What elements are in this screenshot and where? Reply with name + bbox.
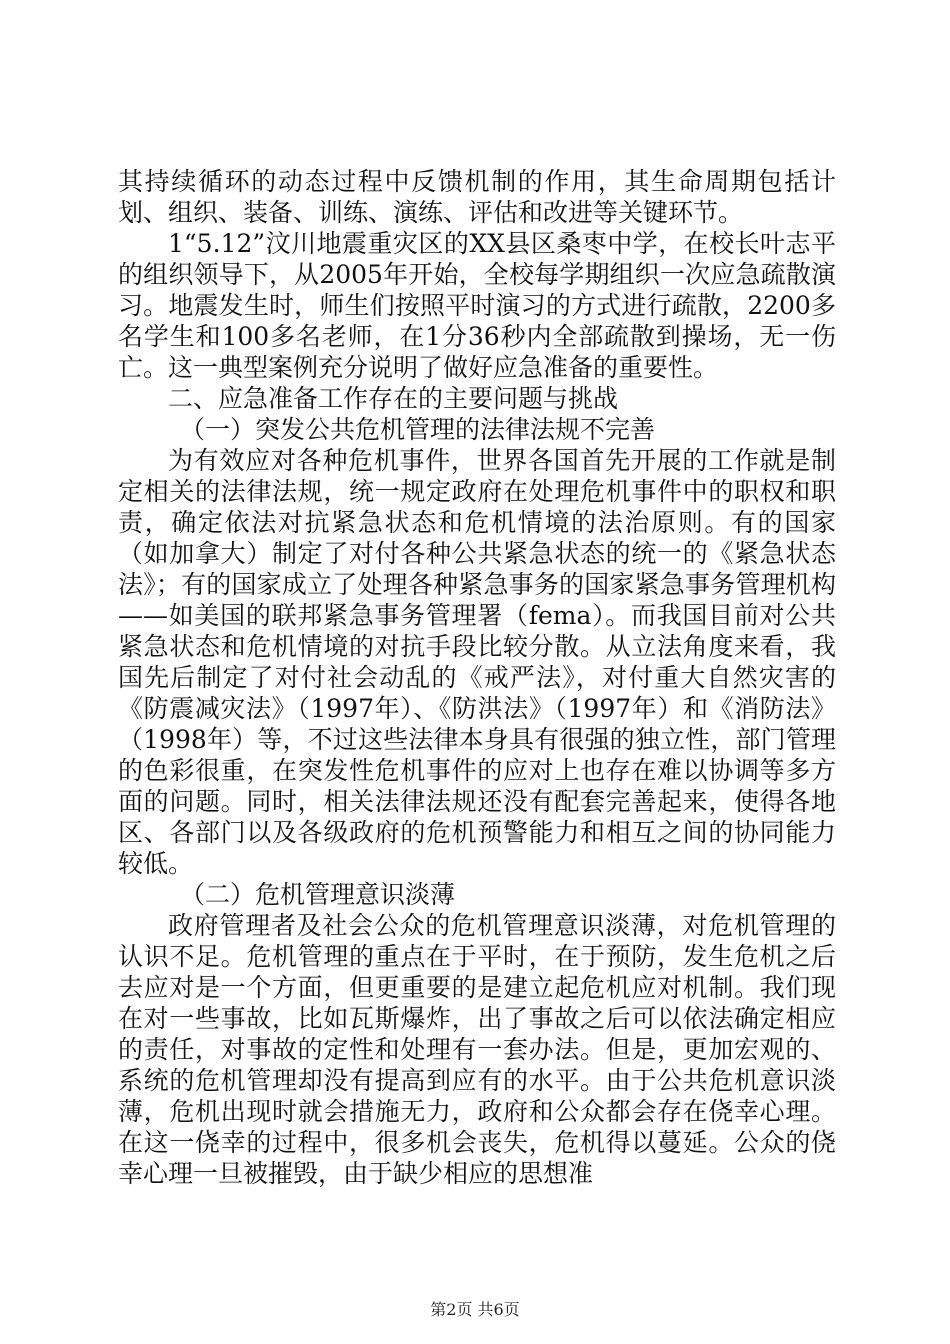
subsection-heading-2: （二）危机管理意识淡薄 [180,880,456,909]
paragraph-case-study: 1“5.12”汶川地震重灾区的XX县区桑枣中学，在校长叶志平的组织领导下，从2005年开始，全校每学期组织一次应急疏散演习。地震发生时，师生们按照平时演习的方式进行疏散，2200多名学生和100多名老师，在1分36秒内全部疏散到操场，无一伤亡。这一典型案例充分说明了做好应急准备的重要性。 [118,229,836,382]
page-footer: 第2页 共6页 [430,1300,520,1319]
section-heading: 二、应急准备工作存在的主要问题与挑战 [168,384,619,413]
paragraph-continuation: 其持续循环的动态过程中反馈机制的作用，其生命周期包括计划、组织、装备、训练、演练、评估和改进等关键环节。 [118,167,836,227]
paragraph-awareness: 政府管理者及社会公众的危机管理意识淡薄，对危机管理的认识不足。危机管理的重点在于平时，在于预防，发生危机之后去应对是一个方面，但更重要的是建立起危机应对机制。我们现在对一些事故，比如瓦斯爆炸，出了事故之后可以依法确定相应的责任，对事故的定性和处理有一套办法。但是，更加宏观的、系统的危机管理却没有提高到应有的水平。由于公共危机意识淡薄，危机出现时就会措施无力，政府和公众都会存在侥幸心理。在这一侥幸的过程中，很多机会丧失，危机得以蔓延。公众的侥幸心理一旦被摧毁，由于缺少相应的思想准 [118,911,836,1188]
paragraph-laws: 为有效应对各种危机事件，世界各国首先开展的工作就是制定相关的法律法规，统一规定政府在处理危机事件中的职权和职责，确定依法对抗紧急状态和危机情境的法治原则。有的国家（如加拿大）制定了对付各种公共紧急状态的统一的《紧急状态法》；有的国家成立了处理各种紧急事务的国家紧急事务管理机构——如美国的联邦紧急事务管理署（fema）。而我国目前对公共紧急状态和危机情境的对抗手段比较分散。从立法角度来看，我国先后制定了对付社会动乱的《戒严法》，对付重大自然灾害的《防震减灾法》（1997年）、《防洪法》（1997年）和《消防法》（1998年）等，不过这些法律本身具有很强的独立性，部门管理的色彩很重，在突发性危机事件的应对上也存在难以协调等多方面的问题。同时，相关法律法规还没有配套完善起来，使得各地区、各部门以及各级政府的危机预警能力和相互之间的协同能力较低。 [118,446,836,878]
document-body [118,166,836,1189]
subsection-heading-1: （一）突发公共危机管理的法律法规不完善 [180,415,656,444]
